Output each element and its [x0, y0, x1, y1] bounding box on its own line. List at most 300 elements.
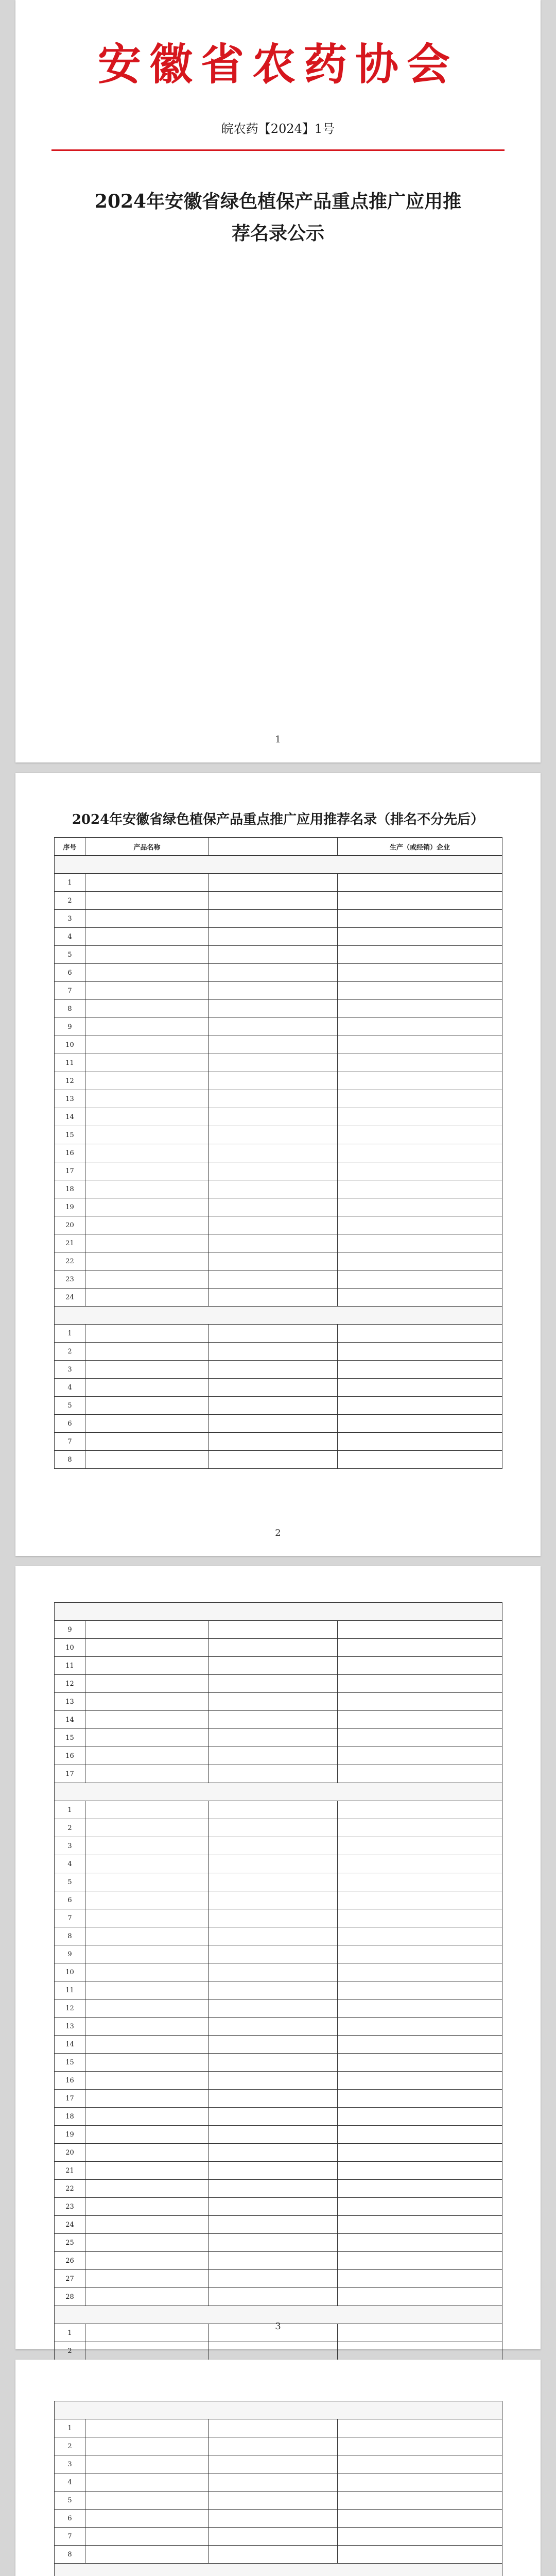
cell-company: [338, 1639, 502, 1657]
cell-product: [85, 2492, 209, 2510]
table-row: [55, 1981, 502, 1999]
cell-target: [209, 1343, 338, 1361]
cell-target: [209, 1289, 338, 1307]
cell-product: [85, 892, 209, 910]
table-row: [55, 982, 502, 1000]
cell-product: [85, 2054, 209, 2072]
cell-no: 27: [55, 2270, 85, 2288]
table-row: [55, 2546, 502, 2564]
cell-target: [209, 1036, 338, 1054]
cell-target: [209, 2473, 338, 2492]
cell-company: [338, 1981, 502, 1999]
column-header-target: [209, 838, 338, 856]
cell-target: [209, 2144, 338, 2162]
cell-target: [209, 2234, 338, 2252]
cell-company: [338, 2036, 502, 2054]
body-paragraph: [98, 430, 458, 498]
cell-company: [338, 946, 502, 964]
cell-company: [338, 1693, 502, 1711]
table-row: [55, 2342, 502, 2360]
cell-no: 25: [55, 2234, 85, 2252]
cell-product: [85, 1252, 209, 1270]
cell-product: [85, 2473, 209, 2492]
cell-company: [338, 874, 502, 892]
cell-product: [85, 2180, 209, 2198]
cell-no: 14: [55, 2036, 85, 2054]
page-3: [15, 1566, 541, 2355]
cell-product: [85, 964, 209, 982]
cell-target: [209, 1873, 338, 1891]
cell-product: [85, 1000, 209, 1018]
cell-target: [209, 1981, 338, 1999]
table-row: [55, 946, 502, 964]
cell-no: 8: [55, 2546, 85, 2564]
table-row: [55, 1325, 502, 1343]
cell-no: 3: [55, 2455, 85, 2473]
cell-no: 26: [55, 2252, 85, 2270]
table-row: [55, 1963, 502, 1981]
page-2: [15, 773, 541, 1556]
table-row: [55, 1054, 502, 1072]
page-1: [15, 0, 541, 762]
cell-company: [338, 1837, 502, 1855]
cell-company: [338, 2162, 502, 2180]
cell-no: 17: [55, 2090, 85, 2108]
cell-product: [85, 2198, 209, 2216]
cell-no: 5: [55, 1397, 85, 1415]
cell-target: [209, 1180, 338, 1198]
cell-target: [209, 1433, 338, 1451]
cell-target: [209, 2510, 338, 2528]
cell-product: [85, 982, 209, 1000]
cell-product: [85, 1657, 209, 1675]
cell-company: [338, 1397, 502, 1415]
table-row: [55, 2455, 502, 2473]
cell-target: [209, 2036, 338, 2054]
table-row: [55, 1361, 502, 1379]
cell-target: [209, 1018, 338, 1036]
cell-target: [209, 1397, 338, 1415]
cell-product: [85, 2510, 209, 2528]
document-number: 皖农药【2024】1号: [221, 122, 335, 136]
cell-company: [338, 1144, 502, 1162]
cell-no: 10: [55, 1639, 85, 1657]
cell-company: [338, 1252, 502, 1270]
table-row: [55, 1621, 502, 1639]
cell-target: [209, 964, 338, 982]
cell-product: [85, 1415, 209, 1433]
cell-no: 1: [55, 1325, 85, 1343]
cell-company: [338, 1819, 502, 1837]
table-row: [55, 2108, 502, 2126]
cell-no: 1: [55, 1801, 85, 1819]
cell-company: [338, 1855, 502, 1873]
cell-company: [338, 1657, 502, 1675]
cell-company: [338, 1162, 502, 1180]
cell-target: [209, 874, 338, 892]
cell-target: [209, 2546, 338, 2564]
table-row: [55, 1343, 502, 1361]
cell-no: 1: [55, 2419, 85, 2437]
cell-company: [338, 1198, 502, 1216]
cell-target: [209, 1108, 338, 1126]
cell-company: [338, 1090, 502, 1108]
cell-no: 5: [55, 2492, 85, 2510]
cell-company: [338, 2180, 502, 2198]
cell-company: [338, 1180, 502, 1198]
cell-product: [85, 1234, 209, 1252]
cell-target: [209, 1090, 338, 1108]
cell-target: [209, 2018, 338, 2036]
table-row: [55, 1162, 502, 1180]
cell-product: [85, 2437, 209, 2455]
table-row: [55, 1657, 502, 1675]
table-row: [55, 1397, 502, 1415]
table-row: [55, 2144, 502, 2162]
table-row: [55, 1036, 502, 1054]
cell-target: [209, 1729, 338, 1747]
cell-product: [85, 2072, 209, 2090]
cell-company: [338, 1343, 502, 1361]
cell-company: [338, 2528, 502, 2546]
cell-no: 20: [55, 2144, 85, 2162]
cell-target: [209, 1675, 338, 1693]
cell-company: [338, 2546, 502, 2564]
cell-no: 16: [55, 1747, 85, 1765]
cell-product: [85, 1639, 209, 1657]
table-row: [55, 2234, 502, 2252]
cell-product: [85, 1451, 209, 1469]
section-header-row: [55, 2564, 502, 2576]
cell-product: [85, 1621, 209, 1639]
cell-company: [338, 2198, 502, 2216]
cell-product: [85, 1855, 209, 1873]
cell-target: [209, 1801, 338, 1819]
cell-no: 20: [55, 1216, 85, 1234]
cell-target: [209, 1198, 338, 1216]
table-row: [55, 2216, 502, 2234]
cell-target: [209, 2455, 338, 2473]
table-row: [55, 2419, 502, 2437]
section-header-row: [55, 1603, 502, 1621]
page-number: 1: [275, 734, 281, 745]
notice-title: 2024年安徽省绿色植保产品重点推广应用推荐名录公示: [94, 191, 462, 244]
table-row: [55, 1451, 502, 1469]
cell-no: 22: [55, 1252, 85, 1270]
cell-company: [338, 1379, 502, 1397]
cell-product: [85, 2216, 209, 2234]
cell-company: [338, 1325, 502, 1343]
table-row: [55, 1216, 502, 1234]
table-row: [55, 2018, 502, 2036]
cell-no: 13: [55, 1693, 85, 1711]
table-row: [55, 1072, 502, 1090]
cell-product: [85, 910, 209, 928]
cell-product: [85, 2419, 209, 2437]
cell-no: 4: [55, 2473, 85, 2492]
cell-no: 24: [55, 1289, 85, 1307]
cell-target: [209, 1270, 338, 1289]
cell-target: [209, 2252, 338, 2270]
cell-no: 2: [55, 1819, 85, 1837]
cell-no: 1: [55, 874, 85, 892]
table-row: [55, 1999, 502, 2018]
cell-product: [85, 1693, 209, 1711]
cell-company: [338, 2216, 502, 2234]
table-row: [55, 2270, 502, 2288]
recommendation-table: [54, 1602, 502, 2360]
cell-company: [338, 1675, 502, 1693]
table-row: [55, 1747, 502, 1765]
cell-target: [209, 1216, 338, 1234]
cell-target: [209, 1711, 338, 1729]
table-row: [55, 1693, 502, 1711]
cell-product: [85, 2234, 209, 2252]
page-number: 3: [275, 2321, 281, 2332]
cell-product: [85, 1747, 209, 1765]
notice-body: [98, 273, 458, 586]
cell-target: [209, 1621, 338, 1639]
table-row: [55, 892, 502, 910]
column-header-no: 序号: [55, 838, 85, 856]
cell-target: [209, 2180, 338, 2198]
cell-product: [85, 2546, 209, 2564]
cell-company: [338, 982, 502, 1000]
cell-no: 3: [55, 1837, 85, 1855]
cell-company: [338, 1747, 502, 1765]
cell-product: [85, 2162, 209, 2180]
cell-company: [338, 1711, 502, 1729]
cell-company: [338, 2510, 502, 2528]
cell-product: [85, 1126, 209, 1144]
cell-no: 2: [55, 1343, 85, 1361]
cell-target: [209, 1361, 338, 1379]
cell-company: [338, 1621, 502, 1639]
cell-no: 7: [55, 1433, 85, 1451]
table-row: [55, 1144, 502, 1162]
cell-product: [85, 2342, 209, 2360]
cell-product: [85, 1765, 209, 1783]
cell-no: 11: [55, 1054, 85, 1072]
cell-product: [85, 1343, 209, 1361]
cell-product: [85, 1289, 209, 1307]
cell-product: [85, 1270, 209, 1289]
cell-product: [85, 928, 209, 946]
cell-company: [338, 2144, 502, 2162]
cell-product: [85, 1397, 209, 1415]
cell-target: [209, 2528, 338, 2546]
body-paragraph: [98, 273, 458, 341]
cell-company: [338, 2072, 502, 2090]
cell-company: [338, 2455, 502, 2473]
table-row: [55, 1765, 502, 1783]
cell-company: [338, 1054, 502, 1072]
cell-no: 7: [55, 1909, 85, 1927]
cell-target: [209, 1162, 338, 1180]
table-row: [55, 1891, 502, 1909]
cell-company: [338, 1927, 502, 1945]
cell-company: [338, 2270, 502, 2288]
cell-no: 8: [55, 1451, 85, 1469]
cell-no: 17: [55, 1765, 85, 1783]
cell-company: [338, 1963, 502, 1981]
cell-no: 11: [55, 1981, 85, 1999]
cell-no: 9: [55, 1621, 85, 1639]
cell-product: [85, 1162, 209, 1180]
cell-target: [209, 2419, 338, 2437]
table-row: [55, 1801, 502, 1819]
cell-no: 4: [55, 1855, 85, 1873]
cell-company: [338, 2492, 502, 2510]
cell-product: [85, 1675, 209, 1693]
table-row: [55, 2036, 502, 2054]
cell-no: 11: [55, 1657, 85, 1675]
cell-company: [338, 1036, 502, 1054]
table-row: [55, 2252, 502, 2270]
cell-product: [85, 1819, 209, 1837]
cell-target: [209, 1126, 338, 1144]
table-row: [55, 964, 502, 982]
cell-company: [338, 1729, 502, 1747]
cell-target: [209, 928, 338, 946]
cell-no: 8: [55, 1000, 85, 1018]
table-row: [55, 1909, 502, 1927]
cell-target: [209, 1379, 338, 1397]
cell-product: [85, 2270, 209, 2288]
section-header-row: [55, 1307, 502, 1325]
cell-no: 18: [55, 1180, 85, 1198]
cell-no: 2: [55, 892, 85, 910]
cell-target: [209, 2492, 338, 2510]
cell-company: [338, 1000, 502, 1018]
section-title: [55, 1603, 502, 1621]
table-row: [55, 1639, 502, 1657]
cell-company: [338, 1270, 502, 1289]
cell-no: 17: [55, 1162, 85, 1180]
cell-company: [338, 928, 502, 946]
cell-target: [209, 2342, 338, 2360]
cell-no: 23: [55, 1270, 85, 1289]
cell-target: [209, 1747, 338, 1765]
table-row: [55, 1180, 502, 1198]
cell-target: [209, 1054, 338, 1072]
org-title: 安徽省农药协会: [97, 39, 458, 90]
cell-product: [85, 2288, 209, 2306]
cell-no: 21: [55, 1234, 85, 1252]
cell-no: 16: [55, 1144, 85, 1162]
cell-product: [85, 1711, 209, 1729]
cell-no: 15: [55, 1126, 85, 1144]
cell-company: [338, 2054, 502, 2072]
cell-product: [85, 1144, 209, 1162]
cell-company: [338, 1999, 502, 2018]
page-4: [15, 2360, 541, 2576]
cell-target: [209, 892, 338, 910]
red-divider: [51, 149, 505, 151]
cell-product: [85, 1216, 209, 1234]
cell-product: [85, 1036, 209, 1054]
cell-target: [209, 2437, 338, 2455]
cell-company: [338, 1072, 502, 1090]
product-table: [54, 2401, 502, 2576]
table-row: [55, 1018, 502, 1036]
cell-company: [338, 910, 502, 928]
table-row: [55, 1711, 502, 1729]
cell-product: [85, 1180, 209, 1198]
cell-company: [338, 2090, 502, 2108]
cell-company: [338, 1126, 502, 1144]
cell-company: [338, 1108, 502, 1126]
cell-no: 18: [55, 2108, 85, 2126]
cell-no: 19: [55, 1198, 85, 1216]
cell-product: [85, 1999, 209, 2018]
cell-target: [209, 2288, 338, 2306]
cell-company: [338, 1018, 502, 1036]
cell-no: 5: [55, 1873, 85, 1891]
table-row: [55, 928, 502, 946]
cell-no: 4: [55, 1379, 85, 1397]
cell-product: [85, 2090, 209, 2108]
body-paragraph: [98, 351, 458, 419]
cell-target: [209, 2270, 338, 2288]
cell-target: [209, 1072, 338, 1090]
cell-product: [85, 1379, 209, 1397]
cell-target: [209, 1891, 338, 1909]
cell-no: 2: [55, 2437, 85, 2455]
section-title: [55, 2401, 502, 2419]
table-row: [55, 1855, 502, 1873]
cell-company: [338, 2252, 502, 2270]
table-row: [55, 2473, 502, 2492]
cell-no: 13: [55, 1090, 85, 1108]
cell-company: [338, 1801, 502, 1819]
product-table: [54, 1602, 502, 2360]
table-row: [55, 1108, 502, 1126]
cell-product: [85, 1837, 209, 1855]
table-row: [55, 874, 502, 892]
cell-no: 10: [55, 1036, 85, 1054]
cell-target: [209, 2108, 338, 2126]
table-row: [55, 1837, 502, 1855]
cell-company: [338, 2108, 502, 2126]
table-title: 2024年安徽省绿色植保产品重点推广应用推荐名录（排名不分先后）: [72, 812, 484, 827]
cell-target: [209, 1234, 338, 1252]
cell-no: 12: [55, 1675, 85, 1693]
cell-company: [338, 1891, 502, 1909]
cell-product: [85, 2528, 209, 2546]
section-title: [55, 856, 502, 874]
cell-no: 8: [55, 1927, 85, 1945]
table-row: [55, 2492, 502, 2510]
cell-no: 15: [55, 2054, 85, 2072]
cell-product: [85, 1801, 209, 1819]
table-row: [55, 1415, 502, 1433]
cell-no: 12: [55, 1072, 85, 1090]
section-header-row: [55, 1783, 502, 1801]
table-row: [55, 1234, 502, 1252]
section-header-row: [55, 2401, 502, 2419]
cell-company: [338, 1289, 502, 1307]
cell-no: 3: [55, 1361, 85, 1379]
cell-no: 10: [55, 1963, 85, 1981]
table-row: [55, 2528, 502, 2546]
cell-product: [85, 2455, 209, 2473]
cell-target: [209, 1837, 338, 1855]
cell-no: 14: [55, 1711, 85, 1729]
table-row: [55, 2198, 502, 2216]
cell-company: [338, 1909, 502, 1927]
table-row: [55, 1090, 502, 1108]
